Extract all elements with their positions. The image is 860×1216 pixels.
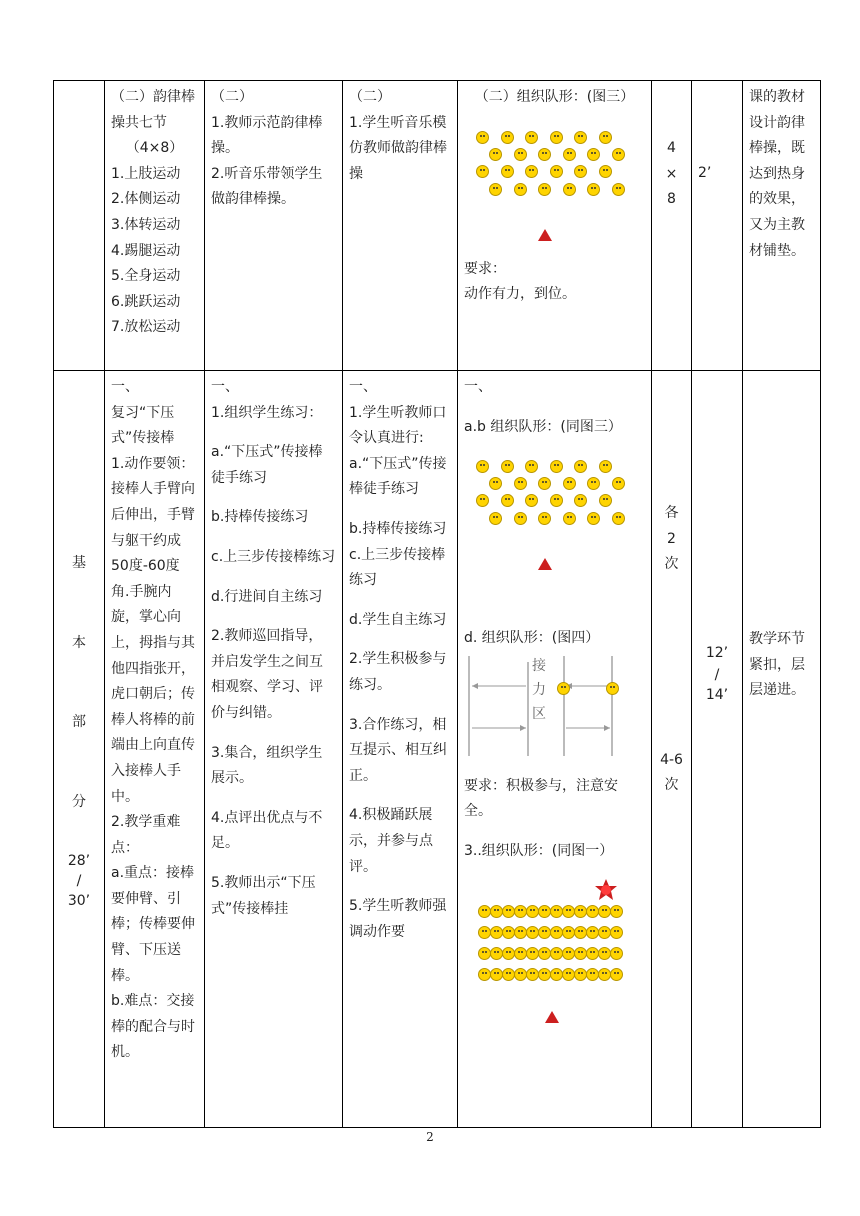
section-cell (54, 371, 105, 1128)
requirement-text: 要求：积极参与，注意安全。 (464, 777, 618, 820)
section-time: 30’ (67, 893, 91, 910)
section-cell-empty (54, 81, 105, 371)
student-icon (599, 494, 612, 507)
duration-value: 14’ (705, 686, 729, 703)
times-value: 4 (667, 140, 676, 156)
org-title: （二）组织队形：(图三） (474, 89, 635, 105)
org-title: a.b 组织队形：(同图三） (464, 418, 622, 435)
formation-figure-3b (464, 440, 645, 580)
student-icon (489, 148, 502, 161)
teacher-line: 3.集合，组织学生展示。 (211, 744, 323, 787)
teacher-line: 5.教师出示“下压式”传接棒挂 (211, 874, 316, 917)
times-value: 各 (664, 505, 679, 521)
formation-figure-3 (464, 111, 645, 257)
row-warmup (54, 81, 821, 371)
student-icon (525, 165, 538, 178)
student-icon (550, 460, 563, 473)
student-icon (514, 477, 527, 490)
content-line: 接棒人手臂向后伸出，手臂与躯干约成50度-60度角.手腕内旋，掌心向上，拇指与其他四指张开，虎口朝后；传棒人将棒的前端由上向直传入接棒人手中。 (111, 481, 195, 805)
runner-icon (557, 682, 570, 695)
content-line: 3.体转运动 (111, 216, 181, 233)
student-cell (343, 371, 458, 1128)
student-icon (476, 494, 489, 507)
duration-value: / (714, 666, 720, 683)
teacher-cell (205, 371, 343, 1128)
student-line: 1.学生听音乐模仿教师做韵律棒操 (349, 114, 447, 182)
content-line: 1.上肢运动 (111, 165, 181, 182)
note-text: 教学环节紧扣，层层递进。 (749, 631, 805, 699)
student-icon (610, 968, 623, 981)
student-icon (514, 512, 527, 525)
section-time: / (76, 873, 82, 890)
section-char: 本 (72, 634, 86, 651)
org-title: 3..组织队形：(同图一） (464, 842, 614, 859)
student-icon (563, 183, 576, 196)
times-value: 8 (667, 191, 676, 208)
teacher-line: 2.教师巡回指导，并启发学生之间互相观察、学习、评价与纠错。 (211, 628, 323, 721)
times-cell (652, 371, 692, 1128)
requirement-label: 要求： (464, 260, 506, 277)
student-icon (563, 512, 576, 525)
formation-figure-1 (464, 865, 645, 1025)
relay-zone-label: 区 (532, 705, 546, 722)
times-value: 2 (667, 530, 676, 547)
student-icon (612, 512, 625, 525)
student-icon (501, 494, 514, 507)
student-icon (489, 512, 502, 525)
org-line: 一、 (464, 379, 492, 395)
section-char: 部 (72, 714, 86, 731)
relay-zone-label: 力 (532, 681, 546, 698)
teacher-marker-icon (545, 1011, 559, 1023)
content-line: 5.全身运动 (111, 268, 181, 285)
student-icon (501, 165, 514, 178)
student-icon (538, 477, 551, 490)
student-icon (610, 905, 623, 918)
student-icon (525, 131, 538, 144)
student-line: c.上三步传接棒练习 (349, 546, 446, 589)
student-icon (610, 926, 623, 939)
duration-cell (692, 371, 743, 1128)
student-line: b.持棒传接练习 (349, 520, 447, 537)
student-icon (538, 148, 551, 161)
student-icon (610, 947, 623, 960)
teacher-line: 2.听音乐带领学生做韵律棒操。 (211, 165, 323, 208)
student-cell (343, 81, 458, 371)
teacher-line: b.持棒传接练习 (211, 509, 309, 526)
student-icon (525, 494, 538, 507)
student-icon (587, 148, 600, 161)
duration-cell (692, 81, 743, 371)
student-icon (476, 165, 489, 178)
duration-value: 2’ (698, 165, 712, 181)
requirement-text: 动作有力，到位。 (464, 286, 576, 303)
teacher-marker-icon (538, 558, 552, 570)
section-time: 28’ (67, 853, 91, 870)
student-icon (574, 494, 587, 507)
content-line: 2.体侧运动 (111, 191, 181, 208)
student-icon (612, 477, 625, 490)
student-icon (538, 183, 551, 196)
content-line: a.重点：接棒要伸臂、引棒；传棒要伸臂、下压送棒。 (111, 865, 195, 984)
student-line: 5.学生听教师强调动作要 (349, 898, 447, 940)
teacher-line: 4.点评出优点与不足。 (211, 809, 323, 852)
teacher-line: （二） (211, 89, 253, 105)
student-icon (599, 165, 612, 178)
teacher-marker-icon (538, 229, 552, 241)
content-line: b.难点：交接棒的配合与时机。 (111, 993, 195, 1061)
teacher-cell (205, 81, 343, 371)
content-cell (105, 371, 205, 1128)
content-line: 6.跳跃运动 (111, 293, 181, 310)
student-icon (563, 477, 576, 490)
student-icon (538, 512, 551, 525)
student-icon (587, 512, 600, 525)
student-icon (476, 131, 489, 144)
student-icon (514, 148, 527, 161)
student-icon (550, 494, 563, 507)
student-line: 1.学生听教师口令认真进行: (349, 404, 447, 447)
times-value: 次 (664, 777, 679, 794)
student-icon (563, 148, 576, 161)
student-line: 2.学生积极参与练习。 (349, 651, 447, 693)
student-line: 3.合作练习，相互提示、相互纠正。 (349, 716, 447, 784)
student-line: （二） (349, 89, 391, 105)
teacher-line: 一、 (211, 379, 239, 395)
times-value: × (665, 165, 678, 182)
section-char: 基 (72, 555, 86, 571)
student-icon (550, 131, 563, 144)
row-main (54, 371, 821, 1128)
content-line: 4.踢腿运动 (111, 242, 181, 259)
student-icon (612, 183, 625, 196)
times-value: 次 (664, 556, 679, 573)
page-number: 2 (426, 1130, 434, 1144)
student-icon (587, 477, 600, 490)
org-title: d. 组织队形：(图四） (464, 630, 600, 647)
student-icon (514, 183, 527, 196)
teacher-line: c.上三步传接棒练习 (211, 548, 336, 565)
content-line: 2.教学重难点： (111, 814, 181, 856)
duration-value: 12’ (705, 645, 729, 661)
student-icon (501, 131, 514, 144)
lesson-plan-table (53, 80, 821, 1128)
student-icon (525, 460, 538, 473)
student-line: 一、 (349, 379, 377, 395)
student-icon (489, 477, 502, 490)
teacher-line: 1.教师示范韵律棒操。 (211, 114, 323, 157)
student-icon (574, 131, 587, 144)
note-text: 课的教材设计韵律棒操，既达到热身的效果，又为主教材铺垫。 (749, 89, 805, 259)
teacher-line: a.“下压式”传接棒徒手练习 (211, 444, 323, 486)
times-value: 4-6 (660, 751, 683, 768)
teacher-star-icon (595, 879, 617, 901)
content-line: 一、 (111, 379, 139, 395)
content-line: 7.放松运动 (111, 319, 181, 336)
content-line: （4×8） (125, 140, 184, 157)
student-icon (574, 460, 587, 473)
times-cell (652, 81, 692, 371)
student-icon (587, 183, 600, 196)
content-line: 复习“下压式”传接棒 (111, 404, 175, 447)
organization-cell (458, 371, 652, 1128)
student-icon (489, 183, 502, 196)
content-title: （二）韵律棒操共七节 (111, 89, 195, 131)
student-icon (612, 148, 625, 161)
relay-zone-figure (464, 652, 645, 752)
note-cell (743, 81, 821, 371)
content-cell (105, 81, 205, 371)
section-char: 分 (72, 793, 86, 810)
content-line: 1.动作要领： (111, 455, 195, 472)
student-icon (574, 165, 587, 178)
organization-cell (458, 81, 652, 371)
student-line: 4.积极踊跃展示，并参与点评。 (349, 807, 433, 875)
runner-icon (606, 682, 619, 695)
teacher-line: 1.组织学生练习： (211, 404, 323, 421)
teacher-line: d.行进间自主练习 (211, 588, 323, 605)
student-line: a.“下压式”传接棒徒手练习 (349, 455, 447, 498)
relay-zone-label: 接 (532, 657, 546, 674)
student-icon (476, 460, 489, 473)
student-icon (501, 460, 514, 473)
student-icon (550, 165, 563, 178)
student-icon (599, 131, 612, 144)
student-line: d.学生自主练习 (349, 611, 447, 628)
student-icon (599, 460, 612, 473)
note-cell (743, 371, 821, 1128)
